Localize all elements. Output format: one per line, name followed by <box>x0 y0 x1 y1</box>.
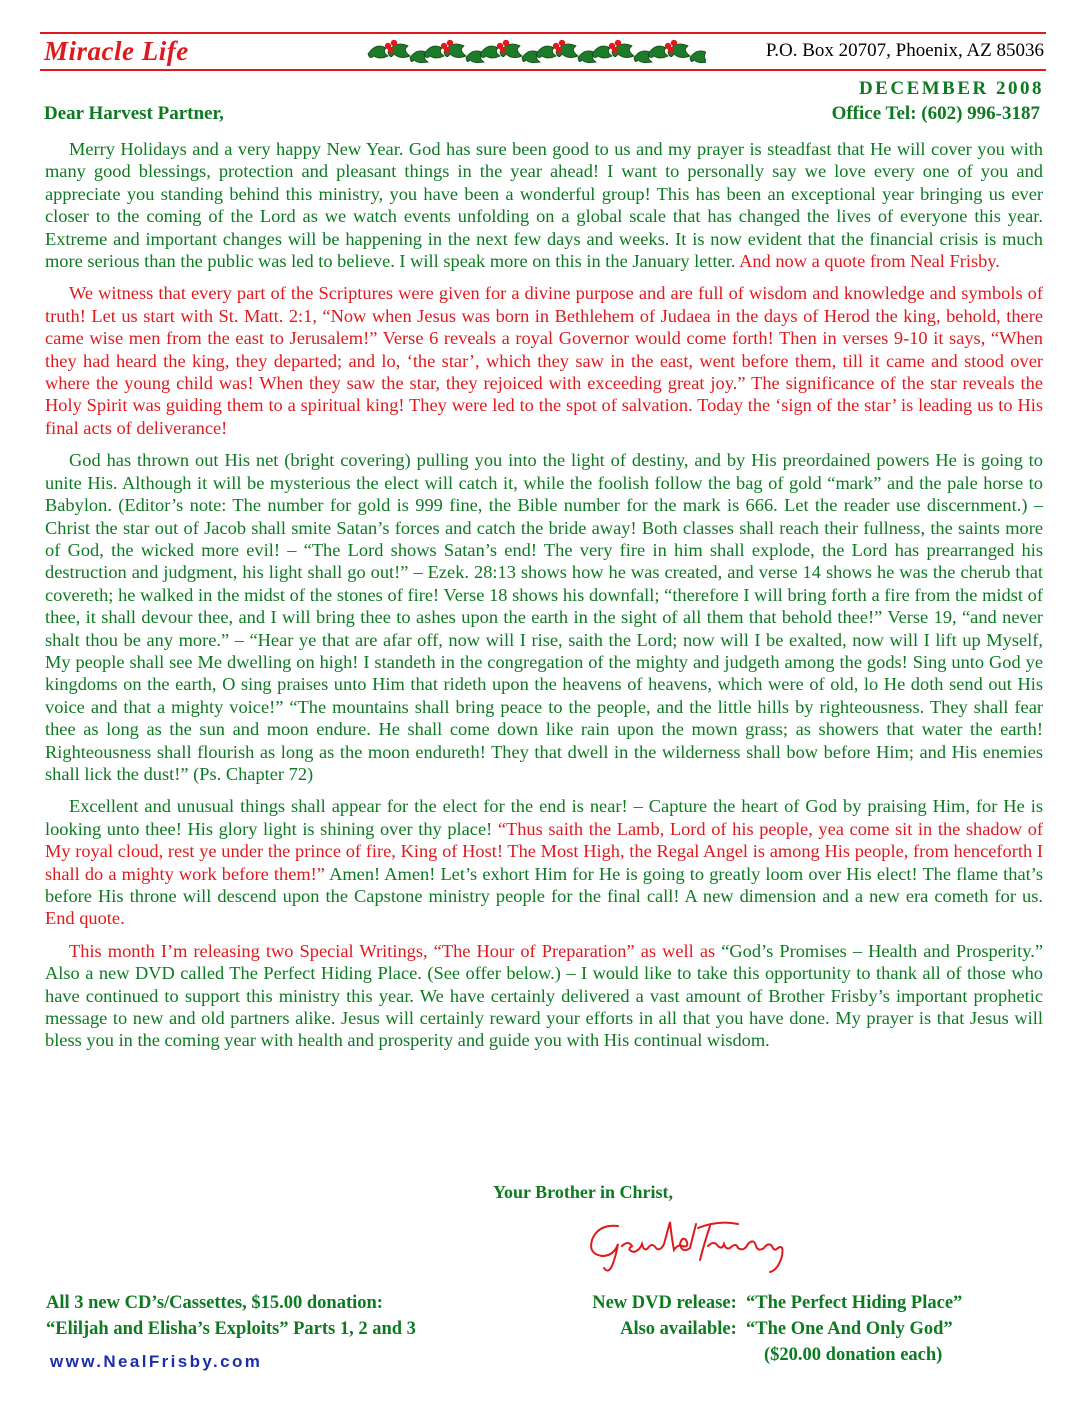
letter-date: DECEMBER 2008 <box>858 78 1044 99</box>
closing: Your Brother in Christ, <box>493 1182 674 1202</box>
cd-offer-title: “Eliljah and Elisha’s Exploits” Parts 1, 2 and 3 <box>46 1319 416 1339</box>
paragraph <box>45 940 1043 1052</box>
paragraph-text: “Thus saith the Lamb, Lord of his people, yea come sit in the shadow of My royal cloud, rest ye under the prince of fire, King of Host! The Most High, the Regal Angel is among His people, from henceforth I shall do a mighty work before them!” <box>45 818 1044 884</box>
letterhead <box>40 28 1046 72</box>
paragraph <box>45 449 1043 785</box>
dvd-release-label: New DVD release: <box>592 1293 746 1313</box>
paragraph <box>45 795 1043 929</box>
salutation: Dear Harvest Partner, <box>44 103 224 124</box>
paragraph-text: End quote. <box>45 908 125 929</box>
paragraph-text: Merry Holidays and a very happy New Year. God has sure been good to us and my prayer is steadfast that He will cover you with many good blessings, protection and pleasant things in the year ahead! I want to personally say we love every one of you and appreciate you standing behind this ministry, you have been a wonderful group! This has been an exceptional year bringing us ever closer to the coming of the Lord as we watch events unfolding on a global scale that has changed the lives of everyone this year. Extreme and important changes will be happening in the next few days and weeks. It is now evident that the financial crisis is much more serious than the public was led to believe. I will speak more on this in the January letter. <box>45 139 1043 272</box>
also-available-row <box>566 1316 996 1342</box>
dvd-offer <box>566 1290 996 1368</box>
donation-note: ($20.00 donation each) <box>764 1345 943 1365</box>
paragraph-text: “God’s Promises – Health and Prosperity.” Also a new DVD called The Perfect Hiding Place. (See offer below.) – I would like to take this opportunity to thank all of those who have continued to support this ministry this year. We have certainly delivered a vast amount of Brother Frisby’s important prophetic message to new and old partners alike. Jesus will certainly reward your efforts in all that you have done. My prayer is that Jesus will bless you in the coming year with health and prosperity and guide you with His continual wisdom. <box>45 940 1044 1051</box>
paragraph <box>45 138 1043 272</box>
letter-body <box>45 138 1043 1062</box>
dvd-release-title: “The Perfect Hiding Place” <box>746 1293 963 1313</box>
paragraph-text: We witness that every part of the Scriptures were given for a divine purpose and are full of wisdom and knowledge and symbols of truth! Let us start with St. Matt. 2:1, “Now when Jesus was born in Bethlehem of Judaea in the days of Herod the king, behold, there came wise men from the east to Jerusalem!” Verse 6 reveals a royal Governor would come forth! Then in verses 9-10 it says, “When they had heard the king, they departed; and lo, ‘the star’, which they saw in the east, went before them, till it came and stood over where the young child was! When they saw the star, they rejoiced with exceeding great joy.” The significance of the star reveals the Holy Spirit was guiding them to a spiritual king! They were led to the spot of salvation. Today the ‘sign of the star’ is leading us to His final acts of deliverance! <box>45 283 1043 438</box>
also-available-title: “The One And Only God” <box>746 1319 953 1339</box>
paragraph-text: This month I’m releasing two Special Writings, “The Hour of Preparation” as well as <box>69 940 722 961</box>
donation-row <box>566 1342 996 1368</box>
dvd-release-row <box>566 1290 996 1316</box>
signature-icon <box>578 1214 808 1278</box>
cd-offer <box>46 1290 416 1342</box>
office-telephone: Office Tel: (602) 996-3187 <box>831 103 1040 124</box>
brand-logo: Miracle Life <box>44 36 189 66</box>
cd-offer-line: All 3 new CD’s/Cassettes, $15.00 donation: <box>46 1293 383 1313</box>
holly-decoration-icon <box>366 34 706 66</box>
header-rule-bottom <box>40 69 1046 71</box>
paragraph-text: Excellent and unusual things shall appear for the elect for the end is near! – Capture the heart of God by praising Him, for He is looking unto thee! His glory light is shining over thy place! <box>45 796 1043 839</box>
paragraph-text: God has thrown out His net (bright covering) pulling you into the light of destiny, and by His preordained powers He is going to unite His. Although it will be mysterious the elect will catch it, while the foolish follow the bag of gold “mark” and the pale horse to Babylon. (Editor’s note: The number for gold is 999 fine, the Bible number for the mark is 666. Let the reader use discernment.) – Christ the star out of Jacob shall smite Satan’s forces and catch the bride away! Both classes shall reach their fullness, the saints more of God, the wicked more evil! – “The Lord shows Satan’s end! The very fire in him shall explode, the Lord has prearranged his destruction and judgment, his light shall go out!” – Ezek. 28:13 shows how he was created, and verse 14 shows he was the cherub that covereth; he walked in the midst of the stones of fire! Verse 18 shows his downfall; “therefore I will bring forth a fire from the midst of thee, it shall devour thee, and I will bring thee to ashes upon the earth in the sight of all them that behold thee!” Verse 19, “and never shalt thou be any more.” – “Hear ye that are afar off, now will I rise, saith the Lord; now will I be exalted, now will I lift up Myself, My people shall see Me dwelling on high! I standeth in the congregation of the mighty and judgeth among the gods! Sing unto God ye kingdoms on the earth, O sing praises unto Him that rideth upon the heavens of heavens, which were of old, lo He doth send out His voice and that a mighty voice!” “The mountains shall bring peace to the people, and the little hills by righteousness. They shall fear thee as long as the sun and moon endure. He shall come down like rain upon the mown grass; as showers that water the earth! Righteousness shall flourish as long as the moon endureth! They that dwell in the wilderness shall bow before Him; and His enemies shall lick the dust!” (Ps. Chapter 72) <box>45 450 1043 784</box>
mailing-address: P.O. Box 20707, Phoenix, AZ 85036 <box>765 40 1044 61</box>
paragraph <box>45 282 1043 439</box>
paragraph-text: And now a quote from Neal Frisby. <box>739 251 1000 272</box>
paragraph-text: Amen! Amen! Let’s exhort Him for He is going to greatly loom over His elect! The flame that’s before His throne will descend upon the Capstone ministry people for the final call! A new dimension and a new era cometh for us. <box>45 863 1043 906</box>
also-available-label: Also available: <box>620 1319 746 1339</box>
website-link[interactable]: www.NealFrisby.com <box>50 1352 263 1371</box>
